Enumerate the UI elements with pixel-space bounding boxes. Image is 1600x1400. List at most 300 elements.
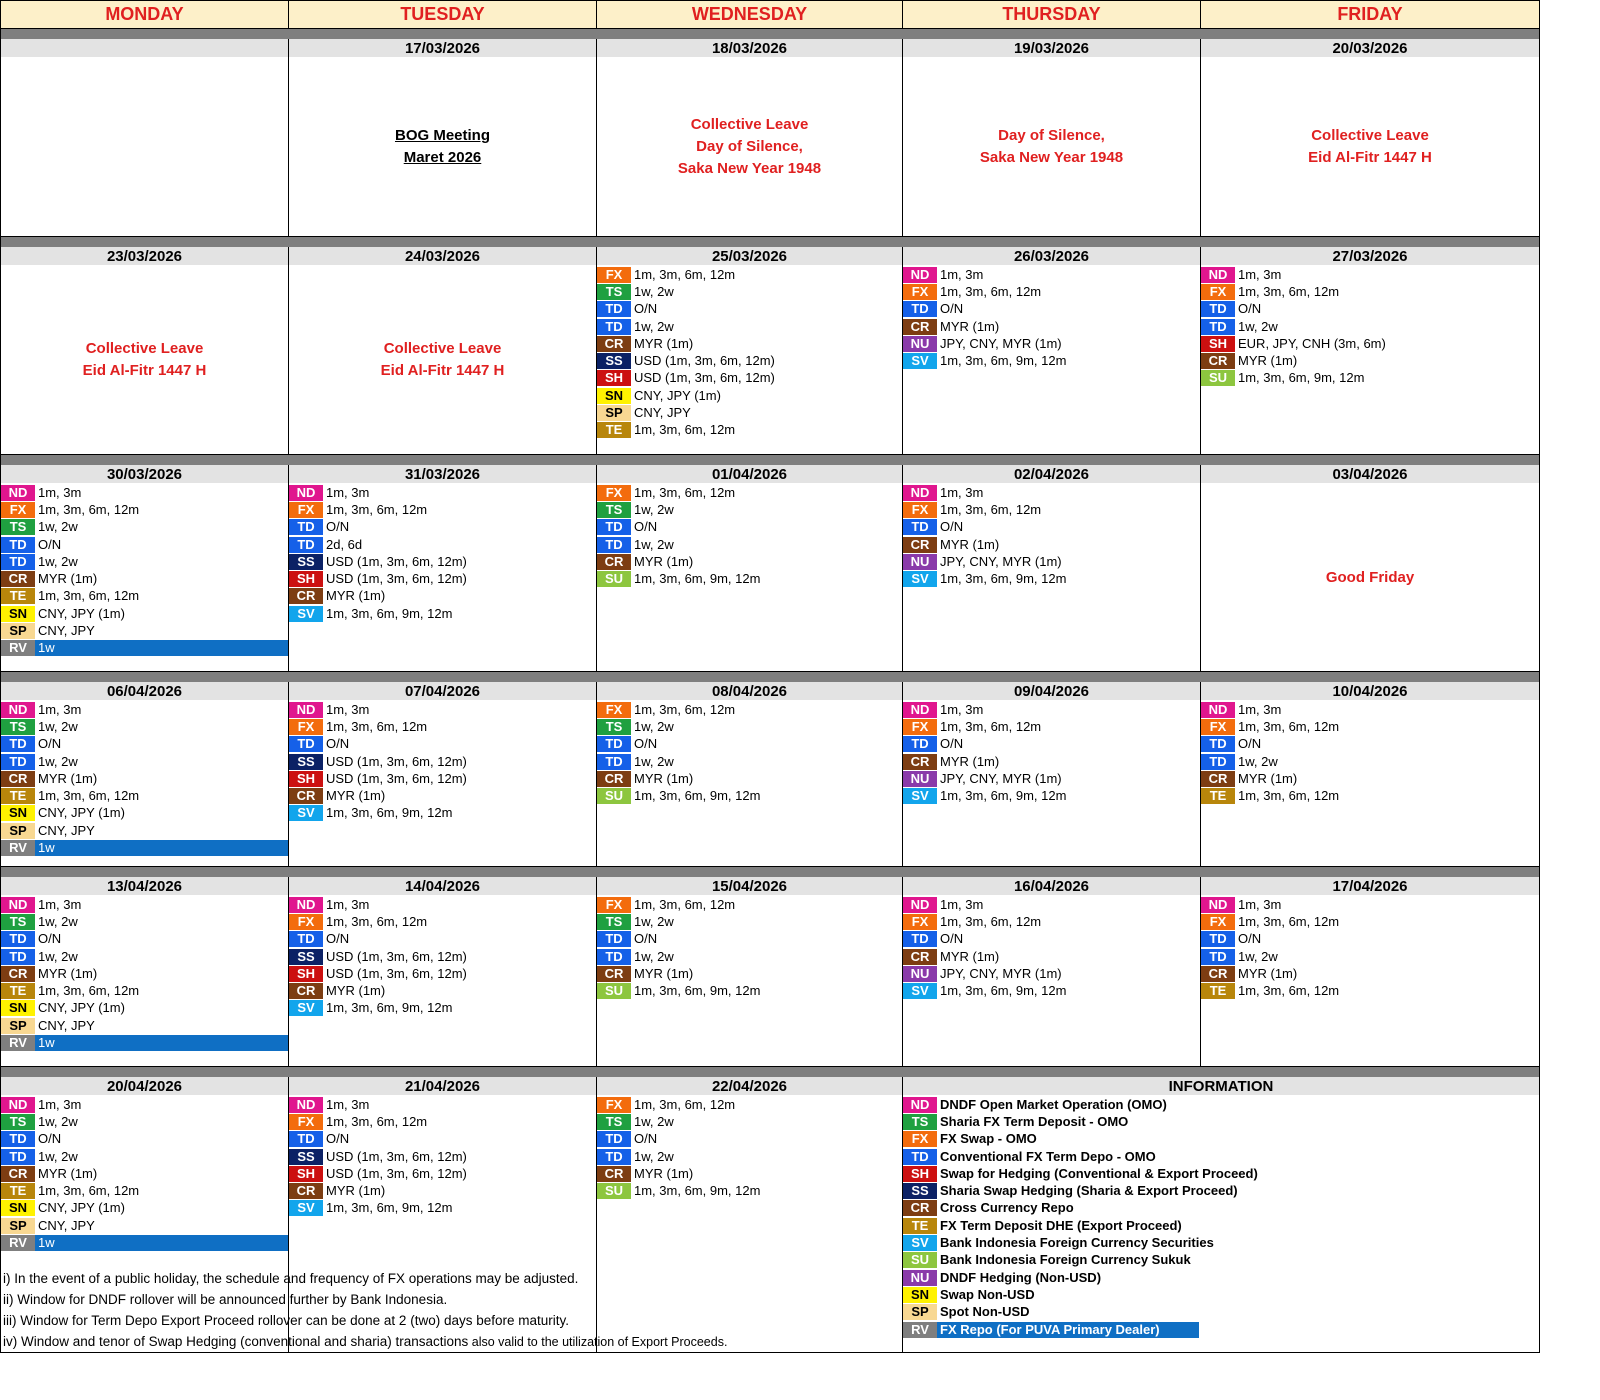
operation-code-badge: CR <box>289 1183 323 1199</box>
operation-tenor: MYR (1m) <box>38 965 98 981</box>
operation-tenor: 1m, 3m, 6m, 12m <box>326 1113 428 1129</box>
operation-code-badge: TD <box>1 736 35 752</box>
week-row <box>0 682 1540 867</box>
operation-code-badge: SS <box>289 1149 323 1165</box>
operation-code-badge: TE <box>903 1218 937 1234</box>
operation-tenor: FX Repo (For PUVA Primary Dealer) <box>937 1322 1199 1338</box>
schedule-entry <box>1201 283 1539 300</box>
operation-tenor: MYR (1m) <box>634 770 694 786</box>
note-line: Eid Al-Fitr 1447 H <box>380 362 505 379</box>
schedule-list <box>289 895 596 1017</box>
schedule-entry <box>289 896 596 913</box>
operation-tenor: Swap for Hedging (Conventional & Export Proceed) <box>940 1165 1258 1181</box>
operation-tenor: CNY, JPY <box>38 1217 95 1233</box>
operation-code-badge: TD <box>289 519 323 535</box>
schedule-entry <box>597 484 902 501</box>
holiday-note <box>1201 567 1539 589</box>
operation-code-badge: CR <box>597 771 631 787</box>
operation-tenor: 1m, 3m <box>1238 701 1282 717</box>
operation-code-badge: FX <box>903 502 937 518</box>
operation-tenor: 1m, 3m, 6m, 9m, 12m <box>326 805 453 821</box>
operation-code-badge: TD <box>1201 949 1235 965</box>
legend-item <box>903 1217 1539 1234</box>
operation-tenor: DNDF Open Market Operation (OMO) <box>940 1096 1167 1112</box>
schedule-entry <box>903 570 1200 587</box>
schedule-entry <box>1201 301 1539 318</box>
operation-tenor: 1w, 2w <box>634 501 674 517</box>
schedule-entry <box>1201 770 1539 787</box>
operation-code-badge: SU <box>597 571 631 587</box>
schedule-list <box>903 265 1200 370</box>
operation-code-badge: RV <box>1 1235 35 1251</box>
operation-tenor: 1w, 2w <box>38 519 78 535</box>
schedule-entry <box>289 1113 596 1130</box>
schedule-entry <box>1 982 288 999</box>
schedule-entry <box>1 1096 288 1113</box>
operation-code-badge: TE <box>1201 983 1235 999</box>
operation-code-badge: TD <box>1 754 35 770</box>
operation-code-badge: CR <box>1 571 35 587</box>
operation-tenor: O/N <box>326 1131 350 1147</box>
operation-code-badge: SP <box>1 823 35 839</box>
holiday-note <box>1 338 288 382</box>
operation-code-badge: TE <box>597 422 631 438</box>
operation-tenor: MYR (1m) <box>634 1165 694 1181</box>
week-divider <box>0 237 1540 247</box>
operation-tenor: MYR (1m) <box>940 536 1000 552</box>
operation-tenor: JPY, CNY, MYR (1m) <box>940 553 1062 569</box>
operation-code-badge: RV <box>1 1035 35 1051</box>
schedule-entry <box>1 1148 288 1165</box>
schedule-entry <box>1 1217 288 1234</box>
operation-tenor: JPY, CNY, MYR (1m) <box>940 335 1062 351</box>
operation-code-badge: FX <box>1201 719 1235 735</box>
date-label: 01/04/2026 <box>597 465 902 483</box>
operation-code-badge: SH <box>597 370 631 386</box>
schedule-list <box>1201 895 1539 1000</box>
operation-code-badge: TS <box>597 914 631 930</box>
operation-tenor: 1m, 3m, 6m, 12m <box>1238 718 1340 734</box>
schedule-entry <box>1 570 288 587</box>
operation-tenor: MYR (1m) <box>940 948 1000 964</box>
operation-tenor: 1m, 3m <box>940 266 984 282</box>
operation-code-badge: ND <box>903 702 937 718</box>
operation-code-badge: TD <box>1 1149 35 1165</box>
operation-code-badge: CR <box>597 554 631 570</box>
information-title: INFORMATION <box>903 1077 1539 1095</box>
operation-tenor: O/N <box>326 736 350 752</box>
schedule-entry <box>597 913 902 930</box>
operation-code-badge: SU <box>1201 370 1235 386</box>
schedule-entry <box>1 839 288 856</box>
operation-code-badge: TD <box>597 319 631 335</box>
operation-tenor: 1m, 3m, 6m, 12m <box>940 718 1042 734</box>
day-cell-friday <box>1201 682 1540 866</box>
schedule-entry <box>903 501 1200 518</box>
schedule-entry <box>289 736 596 753</box>
schedule-list <box>597 1095 902 1200</box>
schedule-list <box>289 700 596 822</box>
legend-item <box>903 1304 1539 1321</box>
operation-code-badge: TE <box>1 983 35 999</box>
schedule-entry <box>903 519 1200 536</box>
operation-code-badge: TD <box>597 301 631 317</box>
schedule-entry <box>903 553 1200 570</box>
day-cell-tuesday <box>289 465 597 671</box>
date-label: 14/04/2026 <box>289 877 596 895</box>
day-cell-monday <box>0 682 289 866</box>
operation-tenor: MYR (1m) <box>634 335 694 351</box>
schedule-entry <box>1 1200 288 1217</box>
operation-tenor: 1w, 2w <box>634 1148 674 1164</box>
operation-code-badge: SS <box>289 949 323 965</box>
calendar-weeks <box>0 29 1540 1353</box>
operation-code-badge: CR <box>1201 771 1235 787</box>
schedule-entry <box>903 301 1200 318</box>
operation-tenor: 1m, 3m, 6m, 12m <box>634 896 736 912</box>
schedule-entry <box>289 536 596 553</box>
date-label: 20/03/2026 <box>1201 39 1539 57</box>
weekday-header-monday: MONDAY <box>0 0 289 29</box>
operation-tenor: 1m, 3m <box>38 484 82 500</box>
operation-tenor: O/N <box>326 519 350 535</box>
date-label: 21/04/2026 <box>289 1077 596 1095</box>
operation-code-badge: TD <box>597 736 631 752</box>
operation-tenor: 1m, 3m, 6m, 9m, 12m <box>940 983 1067 999</box>
operation-tenor: 1w, 2w <box>1238 948 1278 964</box>
schedule-list <box>903 483 1200 588</box>
operation-code-badge: TD <box>903 931 937 947</box>
operation-tenor: O/N <box>634 931 658 947</box>
legend-item <box>903 1200 1539 1217</box>
operation-tenor: 1w, 2w <box>38 948 78 964</box>
operation-tenor: CNY, JPY (1m) <box>38 605 125 621</box>
operation-tenor: 1m, 3m, 6m, 9m, 12m <box>634 983 761 999</box>
operation-tenor: MYR (1m) <box>38 1165 98 1181</box>
schedule-entry <box>1201 701 1539 718</box>
legend-item <box>903 1252 1539 1269</box>
operation-tenor: Bank Indonesia Foreign Currency Sukuk <box>940 1252 1191 1268</box>
operation-tenor: 1w, 2w <box>634 318 674 334</box>
schedule-entry <box>1 640 288 657</box>
operation-code-badge: CR <box>1201 966 1235 982</box>
operation-code-badge: TE <box>1 588 35 604</box>
operation-tenor: 1m, 3m, 6m, 12m <box>634 484 736 500</box>
operation-code-badge: SP <box>1 1218 35 1234</box>
legend-item <box>903 1321 1539 1338</box>
operation-code-badge: SV <box>903 1235 937 1251</box>
operation-code-badge: TD <box>903 736 937 752</box>
operation-tenor: 1w, 2w <box>634 1113 674 1129</box>
schedule-entry <box>1 1165 288 1182</box>
operation-code-badge: CR <box>1 771 35 787</box>
schedule-entry <box>289 982 596 999</box>
schedule-entry <box>1201 787 1539 804</box>
schedule-entry <box>597 352 902 369</box>
schedule-entry <box>597 982 902 999</box>
schedule-entry <box>1 1017 288 1034</box>
operation-tenor: CNY, JPY <box>38 1017 95 1033</box>
operation-code-badge: SP <box>903 1304 937 1320</box>
operation-tenor: CNY, JPY (1m) <box>38 805 125 821</box>
operation-code-badge: ND <box>1 485 35 501</box>
operation-code-badge: ND <box>903 1097 937 1113</box>
operation-tenor: 1m, 3m, 6m, 9m, 12m <box>940 353 1067 369</box>
operation-code-badge: ND <box>1 897 35 913</box>
operation-code-badge: FX <box>597 897 631 913</box>
operation-tenor: O/N <box>38 536 62 552</box>
operation-code-badge: SP <box>1 623 35 639</box>
schedule-entry <box>1 701 288 718</box>
week-divider <box>0 1067 1540 1077</box>
operation-code-badge: CR <box>903 754 937 770</box>
operation-tenor: 1m, 3m, 6m, 12m <box>634 1096 736 1112</box>
operation-code-badge: ND <box>289 485 323 501</box>
week-row <box>0 465 1540 672</box>
schedule-entry <box>1201 335 1539 352</box>
schedule-entry <box>597 948 902 965</box>
legend-item <box>903 1286 1539 1303</box>
note-line: Maret 2026 <box>403 149 482 166</box>
operation-tenor: 1m, 3m, 6m, 12m <box>1238 983 1340 999</box>
operation-code-badge: FX <box>289 1114 323 1130</box>
operation-code-badge: TS <box>597 502 631 518</box>
operation-code-badge: TS <box>597 719 631 735</box>
operation-code-badge: RV <box>903 1322 937 1338</box>
operation-code-badge: TD <box>289 931 323 947</box>
operation-code-badge: TD <box>1201 319 1235 335</box>
operation-tenor: USD (1m, 3m, 6m, 12m) <box>326 571 467 587</box>
operation-tenor: 1m, 3m <box>326 896 370 912</box>
operation-tenor: 1m, 3m, 6m, 12m <box>940 913 1042 929</box>
operation-tenor: 1m, 3m, 6m, 12m <box>1238 913 1340 929</box>
footnote-4-tail: also valid to the utilization of Export Proceeds. <box>468 1335 728 1349</box>
operation-tenor: 1m, 3m, 6m, 9m, 12m <box>940 788 1067 804</box>
operation-code-badge: CR <box>597 336 631 352</box>
operation-code-badge: CR <box>597 966 631 982</box>
date-label: 19/03/2026 <box>903 39 1200 57</box>
operation-tenor: 1w, 2w <box>634 536 674 552</box>
date-label: 16/04/2026 <box>903 877 1200 895</box>
date-label: 23/03/2026 <box>1 247 288 265</box>
operation-tenor: Swap Non-USD <box>940 1286 1035 1302</box>
schedule-entry <box>597 536 902 553</box>
schedule-entry <box>1201 982 1539 999</box>
footnote-1: i) In the event of a public holiday, the schedule and frequency of FX operations may be adjusted. <box>3 1271 579 1286</box>
operation-code-badge: NU <box>903 771 937 787</box>
schedule-entry <box>1201 370 1539 387</box>
schedule-entry <box>597 283 902 300</box>
operation-code-badge: FX <box>289 914 323 930</box>
operation-code-badge: NU <box>903 554 937 570</box>
schedule-entry <box>903 335 1200 352</box>
schedule-entry <box>903 718 1200 735</box>
operation-tenor: O/N <box>38 736 62 752</box>
date-label <box>1 39 288 57</box>
schedule-entry <box>289 948 596 965</box>
operation-tenor: O/N <box>940 519 964 535</box>
operation-tenor: O/N <box>634 301 658 317</box>
operation-code-badge: SH <box>1201 336 1235 352</box>
operation-code-badge: SN <box>597 388 631 404</box>
operation-tenor: USD (1m, 3m, 6m, 12m) <box>634 353 775 369</box>
legend-list <box>903 1095 1539 1338</box>
legend-item <box>903 1182 1539 1199</box>
operation-code-badge: SN <box>903 1287 937 1303</box>
schedule-entry <box>903 931 1200 948</box>
week-divider <box>0 867 1540 877</box>
note-line: Good Friday <box>1325 568 1415 586</box>
operation-code-badge: SS <box>903 1183 937 1199</box>
operation-tenor: 1w, 2w <box>634 283 674 299</box>
schedule-entry <box>1 553 288 570</box>
operation-tenor: 1w, 2w <box>1238 318 1278 334</box>
note-line: Eid Al-Fitr 1447 H <box>1308 149 1432 166</box>
day-cell-wednesday <box>597 682 903 866</box>
operation-code-badge: TD <box>597 1149 631 1165</box>
legend-item <box>903 1148 1539 1165</box>
schedule-entry <box>597 387 902 404</box>
operation-code-badge: FX <box>903 1131 937 1147</box>
operation-tenor: 1m, 3m <box>38 1096 82 1112</box>
schedule-entry <box>1201 266 1539 283</box>
schedule-entry <box>903 352 1200 369</box>
operation-tenor: 1w, 2w <box>634 753 674 769</box>
schedule-list <box>1 1095 288 1252</box>
schedule-entry <box>1 787 288 804</box>
operation-tenor: 1m, 3m, 6m, 12m <box>634 422 736 438</box>
operation-code-badge: CR <box>289 788 323 804</box>
schedule-entry <box>903 266 1200 283</box>
weekday-header-tuesday: TUESDAY <box>289 0 597 29</box>
note-line: Day of Silence, <box>696 138 803 155</box>
schedule-entry <box>289 770 596 787</box>
operation-tenor: 1m, 3m, 6m, 12m <box>38 983 140 999</box>
operation-code-badge: RV <box>1 840 35 856</box>
schedule-entry <box>289 519 596 536</box>
operation-code-badge: TS <box>597 1114 631 1130</box>
operation-tenor: MYR (1m) <box>326 588 386 604</box>
operation-code-badge: SN <box>1 805 35 821</box>
operation-tenor: 1m, 3m, 6m, 12m <box>634 266 736 282</box>
operation-tenor: USD (1m, 3m, 6m, 12m) <box>326 553 467 569</box>
schedule-entry <box>597 404 902 421</box>
operation-code-badge: TD <box>1 1131 35 1147</box>
footnote-3: iii) Window for Term Depo Export Proceed rollover can be done at 2 (two) days before maturity. <box>3 1313 569 1328</box>
operation-code-badge: TD <box>903 1149 937 1165</box>
footnote-4 <box>3 1331 727 1353</box>
operation-tenor: 1m, 3m <box>940 484 984 500</box>
schedule-entry <box>1 622 288 639</box>
operation-code-badge: FX <box>597 485 631 501</box>
week-row <box>0 39 1540 237</box>
schedule-entry <box>1201 948 1539 965</box>
operation-code-badge: SU <box>597 1183 631 1199</box>
legend-item <box>903 1165 1539 1182</box>
schedule-entry <box>289 1096 596 1113</box>
operation-tenor: O/N <box>1238 736 1262 752</box>
note-line: Collective Leave <box>1311 127 1429 144</box>
operation-tenor: Sharia FX Term Deposit - OMO <box>940 1113 1129 1129</box>
operation-tenor: 1w, 2w <box>634 718 674 734</box>
schedule-entry <box>597 501 902 518</box>
operation-tenor: Sharia Swap Hedging (Sharia & Export Proceed) <box>940 1183 1238 1199</box>
schedule-list <box>289 483 596 622</box>
operation-tenor: O/N <box>326 931 350 947</box>
operation-code-badge: FX <box>1201 284 1235 300</box>
schedule-entry <box>597 770 902 787</box>
date-label: 10/04/2026 <box>1201 682 1539 700</box>
operation-code-badge: SU <box>903 1252 937 1268</box>
operation-tenor: O/N <box>38 1131 62 1147</box>
schedule-entry <box>289 805 596 822</box>
schedule-entry <box>1 519 288 536</box>
week-divider <box>0 29 1540 39</box>
operation-tenor: O/N <box>634 519 658 535</box>
weekday-header-thursday: THURSDAY <box>903 0 1201 29</box>
holiday-note <box>1201 125 1539 169</box>
operation-tenor: 1m, 3m <box>38 896 82 912</box>
operation-tenor: 1m, 3m <box>38 701 82 717</box>
legend-item <box>903 1131 1539 1148</box>
operation-tenor: O/N <box>38 931 62 947</box>
operation-code-badge: CR <box>289 983 323 999</box>
day-cell-tuesday <box>289 247 597 454</box>
schedule-entry <box>597 896 902 913</box>
operation-tenor: 1w <box>35 1235 288 1251</box>
operation-code-badge: TE <box>1 788 35 804</box>
footnote-4-main: iv) Window and tenor of Swap Hedging (conventional and sharia) transactions <box>3 1334 469 1349</box>
schedule-entry <box>597 1182 902 1199</box>
schedule-entry <box>1 913 288 930</box>
information-legend <box>903 1077 1540 1352</box>
operation-code-badge: SH <box>289 1166 323 1182</box>
operation-tenor: MYR (1m) <box>1238 770 1298 786</box>
schedule-entry <box>597 965 902 982</box>
legend-item <box>903 1269 1539 1286</box>
schedule-entry <box>597 931 902 948</box>
schedule-entry <box>289 1165 596 1182</box>
day-cell-tuesday <box>289 39 597 236</box>
operation-tenor: MYR (1m) <box>634 553 694 569</box>
operation-tenor: MYR (1m) <box>326 788 386 804</box>
operation-tenor: CNY, JPY <box>634 405 691 421</box>
operation-code-badge: SV <box>289 1200 323 1216</box>
operation-tenor: FX Swap - OMO <box>940 1131 1037 1147</box>
schedule-entry <box>289 588 596 605</box>
operation-code-badge: CR <box>1 1166 35 1182</box>
schedule-list <box>1201 700 1539 805</box>
schedule-list <box>597 265 902 439</box>
note-line: BOG Meeting <box>394 127 490 144</box>
day-cell-tuesday <box>289 877 597 1066</box>
schedule-entry <box>903 484 1200 501</box>
schedule-entry <box>597 570 902 587</box>
schedule-entry <box>289 484 596 501</box>
schedule-entry <box>1 896 288 913</box>
operation-code-badge: ND <box>1201 267 1235 283</box>
schedule-entry <box>289 1200 596 1217</box>
schedule-entry <box>903 318 1200 335</box>
date-label: 06/04/2026 <box>1 682 288 700</box>
operation-code-badge: TS <box>903 1114 937 1130</box>
week-divider <box>0 455 1540 465</box>
operation-code-badge: ND <box>1201 702 1235 718</box>
date-label: 20/04/2026 <box>1 1077 288 1095</box>
operation-code-badge: TS <box>597 284 631 300</box>
operation-tenor: 1m, 3m, 6m, 9m, 12m <box>326 1000 453 1016</box>
schedule-entry <box>1 753 288 770</box>
